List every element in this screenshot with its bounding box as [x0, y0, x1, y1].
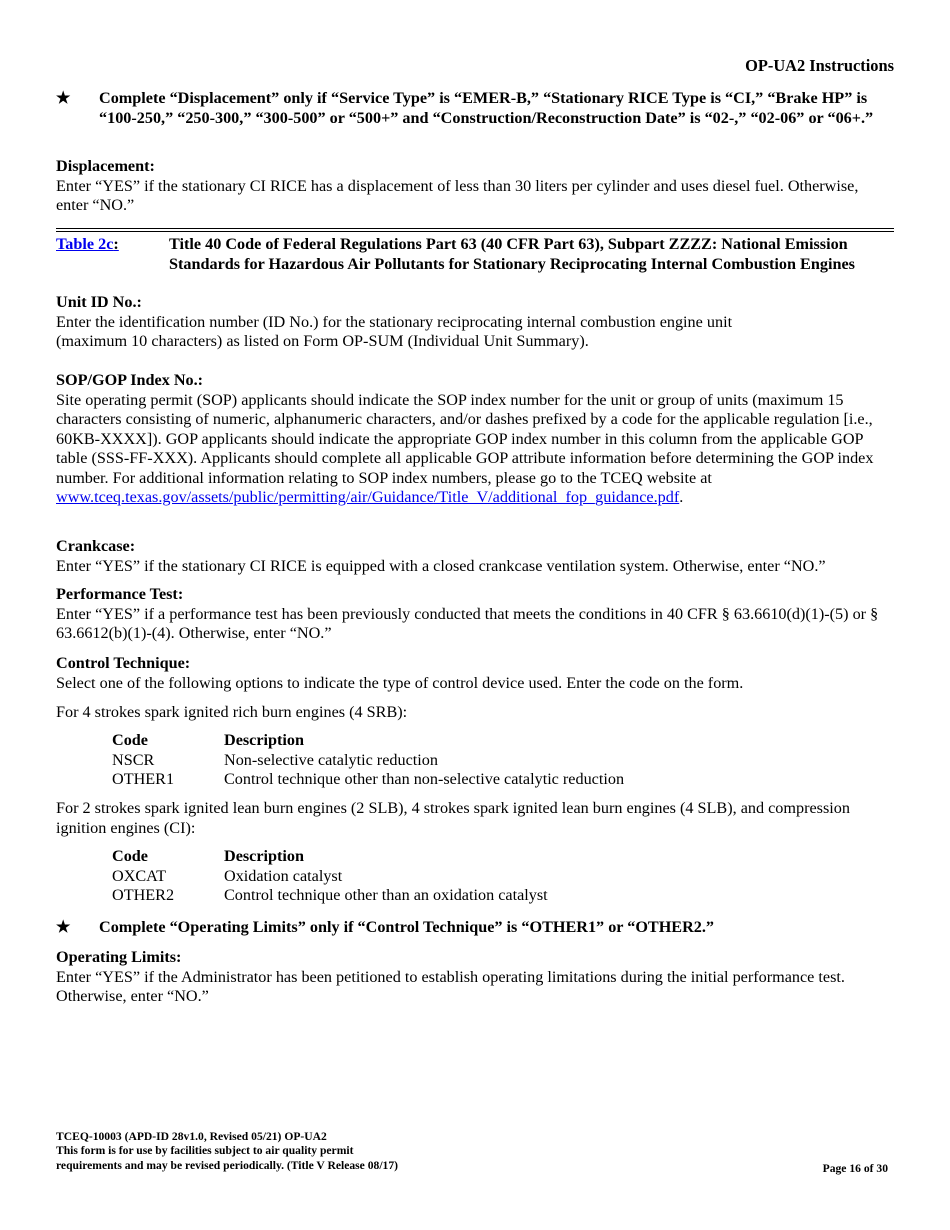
table-row [112, 867, 548, 887]
section-text: Enter “YES” if the Administrator has been petitioned to establish operating limitations during the initial performance test. Otherwise, enter “NO.” [56, 967, 845, 1005]
description-cell: Oxidation catalyst [224, 866, 343, 885]
code-table-4srb [112, 731, 624, 790]
section-heading: Unit ID No.: [56, 293, 142, 311]
description-header: Description [224, 847, 305, 865]
table-ref-link[interactable]: Table 2c: [56, 235, 119, 253]
control-intro-slb-ci: For 2 strokes spark ignited lean burn engines (2 SLB), 4 strokes spark ignited lean burn engines (4 SLB), and compression ignition engines (CI): [56, 799, 850, 837]
section-heading: Performance Test: [56, 585, 184, 603]
note-text: Complete “Displacement” only if “Service Type” is “EMER-B,” “Stationary RICE Type is “CI,” “Brake HP” is “100-250,” “250-300,” “300-500” or “500+” and “Construction/Reconstruction Date” is “02-,” “02-06” or “06+.” [99, 89, 874, 127]
footer-line: requirements and may be revised periodically. (Title V Release 08/17) [56, 1158, 398, 1172]
table-row [112, 751, 624, 771]
section-text: Enter “YES” if a performance test has been previously conducted that meets the conditions in 40 CFR § 63.6610(d)(1)-(5) or § 63.6612(b)(1)-(4). Otherwise, enter “NO.” [56, 604, 879, 642]
note-text: Complete “Operating Limits” only if “Control Technique” is “OTHER1” or “OTHER2.” [99, 918, 715, 936]
note-displacement [56, 89, 894, 128]
footer-form-info [56, 1130, 398, 1173]
description-cell: Non-selective catalytic reduction [224, 750, 438, 769]
description-header: Description [224, 731, 305, 749]
code-header: Code [112, 731, 148, 749]
star-icon: ★ [56, 918, 71, 936]
page-number: Page 16 of 30 [822, 1162, 888, 1175]
section-heading: Crankcase: [56, 537, 136, 555]
star-icon: ★ [56, 89, 71, 107]
control-intro-4srb: For 4 strokes spark ignited rich burn engines (4 SRB): [56, 703, 408, 721]
table-row [112, 886, 548, 906]
tceq-guidance-link[interactable]: www.tceq.texas.gov/assets/public/permitting/air/Guidance/Title_V/additional_fop_guidance.pdf [56, 488, 680, 506]
section-crankcase [56, 537, 894, 576]
section-text: Enter “YES” if the stationary CI RICE has a displacement of less than 30 liters per cylinder and uses diesel fuel. Otherwise, enter “NO.” [56, 176, 859, 214]
section-text-line: Enter the identification number (ID No.) for the stationary reciprocating internal combustion engine unit [56, 312, 733, 331]
code-header: Code [112, 847, 148, 865]
description-cell: Control technique other than non-selective catalytic reduction [224, 770, 625, 788]
page-header-title: OP-UA2 Instructions [745, 56, 894, 75]
code-cell: OXCAT [112, 866, 166, 885]
section-displacement [56, 157, 894, 216]
section-heading: SOP/GOP Index No.: [56, 371, 204, 389]
table-title: Title 40 Code of Federal Regulations Part 63 (40 CFR Part 63), Subpart ZZZZ: National Emission Standards for Hazardous Air Pollutants for Stationary Reciprocating Internal Combustion Engines [169, 235, 855, 273]
footer-line: This form is for use by facilities subject to air quality permit [56, 1144, 354, 1158]
section-control-technique [56, 654, 894, 693]
code-cell: OTHER2 [112, 886, 175, 904]
section-sop-gop: SOP/GOP Index No.: Site operating permit (SOP) applicants should indicate the SOP index number for the unit or group of units (maximum 15 characters consisting of numeric, alphanumeric characters, and/or dashes prefixed by a code for the applicable regulation [i.e., 60KB-XXXX]). GOP applicants should indicate the appropriate GOP index number in this column from the applicable GOP table (SSS-FF-XXX). Applicants should complete all applicable GOP attribute information before determining the GOP index number. For additional information relating to SOP index numbers, please go to the TCEQ website at www.tceq.texas.gov/assets/public/permitting/air/Guidance/Title_V/additional_fop_guidance.pdf. [56, 371, 894, 508]
section-text: Enter “YES” if the stationary CI RICE is equipped with a closed crankcase ventilation system. Otherwise, enter “NO.” [56, 556, 826, 575]
code-cell: NSCR [112, 750, 155, 769]
section-unit-id [56, 293, 894, 352]
table-header [56, 235, 894, 274]
note-operating-limits [56, 918, 894, 938]
section-text: Select one of the following options to indicate the type of control device used. Enter the code on the form. [56, 673, 744, 692]
section-heading: Displacement: [56, 157, 155, 175]
code-cell: OTHER1 [112, 770, 175, 788]
section-divider [56, 228, 894, 232]
table-row [112, 770, 624, 790]
section-heading: Control Technique: [56, 654, 191, 672]
section-performance-test [56, 585, 894, 644]
footer-line: TCEQ-10003 (APD-ID 28v1.0, Revised 05/21) OP-UA2 [56, 1130, 327, 1143]
section-heading: Operating Limits: [56, 948, 182, 966]
description-cell: Control technique other than an oxidation catalyst [224, 886, 548, 904]
section-operating-limits [56, 948, 894, 1007]
code-table-slb-ci [112, 847, 548, 906]
section-text-line: (maximum 10 characters) as listed on Form OP-SUM (Individual Unit Summary). [56, 332, 589, 350]
section-text: Site operating permit (SOP) applicants should indicate the SOP index number for the unit or group of units (maximum 15 characters consisting of numeric, alphanumeric characters, and/or dashes prefixed by a code for the applicable regulation [i.e., 60KB-XXXX]). GOP applicants should indicate the appropriate GOP index number in this column from the applicable GOP table (SSS-FF-XXX). Applicants should complete all applicable GOP attribute information before determining the GOP index number. For additional information relating to SOP index numbers, please go to the TCEQ website at [56, 390, 874, 487]
